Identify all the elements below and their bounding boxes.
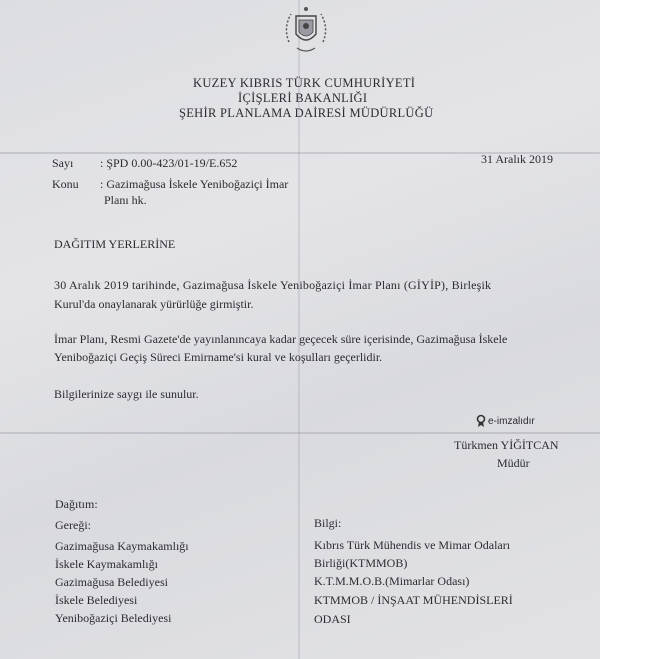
bilgi-item: K.T.M.M.O.B.(Mimarlar Odası) xyxy=(314,574,470,588)
salutation: DAĞITIM YERLERİNE xyxy=(54,237,176,251)
header-line-3: ŞEHİR PLANLAMA DAİRESİ MÜDÜRLÜĞÜ xyxy=(179,106,434,120)
state-emblem-icon xyxy=(279,2,333,56)
closing-line: Bilgilerinize saygı ile sunulur. xyxy=(54,387,199,401)
konu-value-line-2: Planı hk. xyxy=(104,193,147,207)
sayi-value: : ŞPD 0.00-423/01-19/E.652 xyxy=(100,156,238,170)
header-line-1: KUZEY KIBRIS TÜRK CUMHURİYETİ xyxy=(193,76,416,90)
header-line-2: İÇİŞLERİ BAKANLIĞI xyxy=(238,91,368,105)
signatory-title: Müdür xyxy=(497,456,530,470)
gereg-label: Gereği: xyxy=(55,518,91,532)
distribution-label: Dağıtım: xyxy=(55,497,98,511)
bilgi-item: Kıbrıs Türk Mühendis ve Mimar Odaları xyxy=(314,538,511,552)
signatory-name: Türkmen YİĞİTCAN xyxy=(454,438,559,452)
document-date: 31 Aralık 2019 xyxy=(481,152,553,166)
bilgi-item: KTMMOB / İNŞAAT MÜHENDİSLERİ xyxy=(314,593,513,607)
paper-fold xyxy=(0,432,600,434)
bilgi-item: ODASI xyxy=(314,612,351,626)
paragraph-1-line-1: 30 Aralık 2019 tarihinde, Gazimağusa İskele Yeniboğaziçi İmar Planı (GİYİP), Birleşik xyxy=(54,278,492,292)
bilgi-label: Bilgi: xyxy=(314,516,342,530)
konu-label: Konu xyxy=(52,177,79,191)
paragraph-2-line-2: Yeniboğaziçi Geçiş Süreci Emirname'si kural ve koşulları geçerlidir. xyxy=(54,350,383,364)
sayi-label: Sayı xyxy=(52,156,74,170)
paragraph-2-line-1: İmar Planı, Resmi Gazete'de yayınlanıncaya kadar geçecek süre içerisinde, Gazimağusa İskele xyxy=(54,332,508,346)
e-signature-icon xyxy=(475,414,487,428)
gereg-item: İskele Belediyesi xyxy=(55,593,138,607)
konu-value-line-1: : Gazimağusa İskele Yeniboğaziçi İmar xyxy=(100,177,289,191)
gereg-item: Gazimağusa Belediyesi xyxy=(55,575,168,589)
gereg-item: Gazimağusa Kaymakamlığı xyxy=(55,539,189,553)
e-signed-label: e-imzalıdır xyxy=(488,416,535,427)
paragraph-1-line-2: Kurul'da onaylanarak yürürlüğe girmiştir. xyxy=(54,297,254,311)
gereg-item: İskele Kaymakamlığı xyxy=(55,557,158,571)
gereg-item: Yeniboğaziçi Belediyesi xyxy=(55,611,172,625)
bilgi-item: Birliği(KTMMOB) xyxy=(314,556,408,570)
